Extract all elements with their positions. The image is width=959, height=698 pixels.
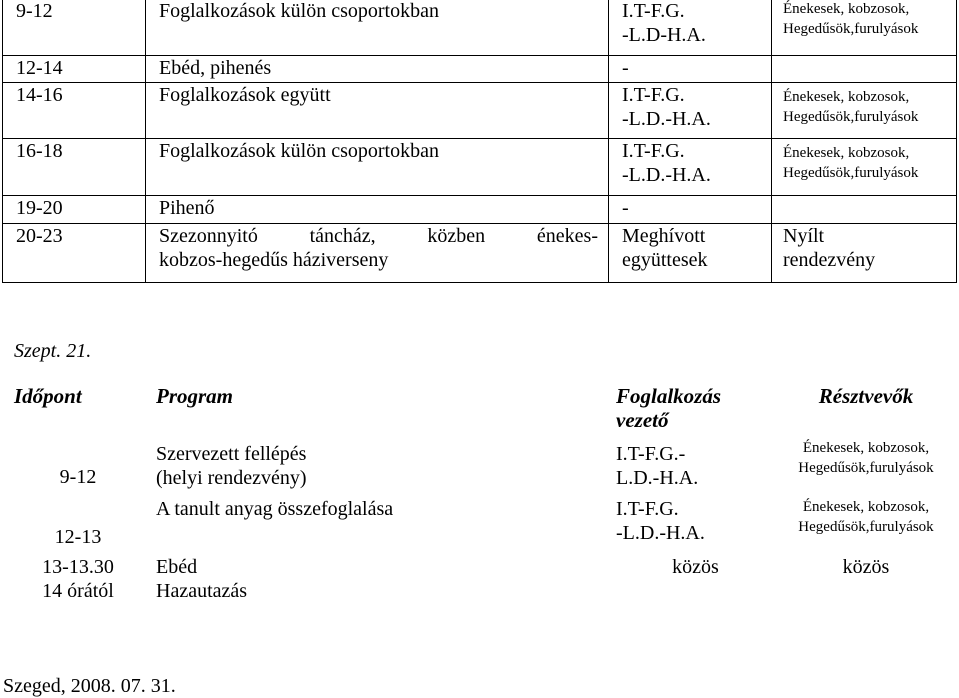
program-cell: Foglalkozások együtt [146, 83, 609, 139]
leader-line: -L.D.-H.A. [622, 164, 711, 186]
table-row [3, 139, 957, 196]
participants-line: Énekesek, kobzosok, [783, 145, 910, 161]
leader-line: L.D.-H.A. [616, 467, 699, 489]
participants-cell [772, 83, 957, 139]
participants-cell [772, 139, 957, 196]
header-time: Időpont [14, 384, 82, 408]
time-cell: 20-23 [3, 224, 146, 283]
time-cell: 16-18 [3, 139, 146, 196]
time-line: 13-13.30 [42, 556, 114, 578]
leader-line: Meghívott [622, 225, 706, 247]
header-leader-line: vezető [616, 408, 669, 432]
program-cell [154, 555, 616, 611]
leader-line: I.T-F.G. [616, 498, 679, 520]
header-leader-line: Foglalkozás [616, 384, 722, 408]
participants-cell [775, 438, 957, 497]
table-row [2, 555, 957, 611]
program-cell [146, 224, 609, 283]
program-line: (helyi rendezvény) [156, 467, 307, 489]
program-line: Hazautazás [156, 580, 248, 602]
participants-cell [772, 0, 957, 56]
participants-line: Nyílt [783, 225, 825, 247]
leader-line: I.T-F.G. [622, 84, 685, 106]
program-cell: Ebéd, pihenés [146, 56, 609, 83]
leader-cell: közös [672, 556, 719, 578]
time-cell [2, 438, 154, 497]
table-row [3, 224, 957, 283]
participants-cell [772, 56, 957, 83]
leader-cell [616, 497, 775, 555]
program-line: Szervezett fellépés [156, 443, 307, 465]
program-cell [154, 438, 616, 497]
participants-cell [772, 224, 957, 283]
program-word: közben [427, 225, 486, 247]
program-line-justified [159, 224, 598, 248]
program-cell: A tanult anyag összefoglalása [156, 498, 394, 520]
leader-line: együttesek [622, 249, 708, 271]
schedule-table-day1 [2, 0, 957, 283]
program-word: Szezonnyitó [159, 225, 258, 247]
header-participants: Résztvevők [818, 384, 914, 408]
participants-line: Hegedűsök,furulyások [798, 460, 934, 476]
header-leader [616, 384, 775, 438]
participants-cell [772, 196, 957, 224]
leader-cell [609, 224, 772, 283]
participants-cell [775, 497, 957, 555]
participants-line: Hegedűsök,furulyások [783, 21, 919, 37]
table-header-row [2, 384, 957, 438]
leader-cell: - [609, 196, 772, 224]
program-line: Ebéd [156, 556, 198, 578]
table-row [3, 56, 957, 83]
participants-line: Énekesek, kobzosok, [783, 1, 910, 17]
leader-line: -L.D-H.A. [622, 24, 706, 46]
program-cell: Foglalkozások külön csoportokban [146, 0, 609, 56]
footer-place-date: Szeged, 2008. 07. 31. [3, 675, 176, 697]
table-row [3, 196, 957, 224]
table-row [3, 0, 957, 56]
time-cell [2, 555, 154, 611]
participants-cell: közös [842, 556, 890, 578]
table-row [2, 438, 957, 497]
participants-line: Hegedűsök,furulyások [783, 165, 919, 181]
time-cell: 14-16 [3, 83, 146, 139]
time-text: 12-13 [54, 526, 102, 548]
participants-line: Énekesek, kobzosok, [802, 440, 930, 456]
participants-line: Hegedűsök,furulyások [798, 519, 934, 535]
leader-cell [609, 0, 772, 56]
leader-cell [616, 438, 775, 497]
participants-line: rendezvény [783, 249, 876, 271]
leader-line: I.T-F.G. [622, 0, 685, 22]
time-text: 9-12 [59, 466, 97, 488]
time-cell: 9-12 [3, 0, 146, 56]
leader-line: I.T-F.G. [622, 140, 685, 162]
leader-cell [609, 83, 772, 139]
table-row [2, 497, 957, 555]
program-word: táncház, [309, 225, 376, 247]
program-cell: Foglalkozások külön csoportokban [146, 139, 609, 196]
table-row [3, 83, 957, 139]
section-title: Szept. 21. [14, 340, 92, 362]
time-line: 14 órától [42, 580, 114, 602]
time-cell: 12-14 [3, 56, 146, 83]
header-program: Program [156, 384, 234, 408]
program-cell: Pihenő [146, 196, 609, 224]
time-cell: 19-20 [3, 196, 146, 224]
participants-line: Énekesek, kobzosok, [802, 499, 930, 515]
leader-line: -L.D.-H.A. [622, 108, 711, 130]
participants-line: Hegedűsök,furulyások [783, 109, 919, 125]
participants-line: Énekesek, kobzosok, [783, 89, 910, 105]
schedule-table-day2 [2, 384, 957, 611]
leader-cell [609, 139, 772, 196]
leader-line: I.T-F.G.- [616, 443, 686, 465]
program-word: énekes- [536, 225, 598, 247]
program-line: kobzos-hegedűs háziverseny [159, 249, 389, 271]
leader-line: -L.D.-H.A. [616, 522, 705, 544]
time-cell [2, 497, 154, 555]
leader-cell: - [609, 56, 772, 83]
